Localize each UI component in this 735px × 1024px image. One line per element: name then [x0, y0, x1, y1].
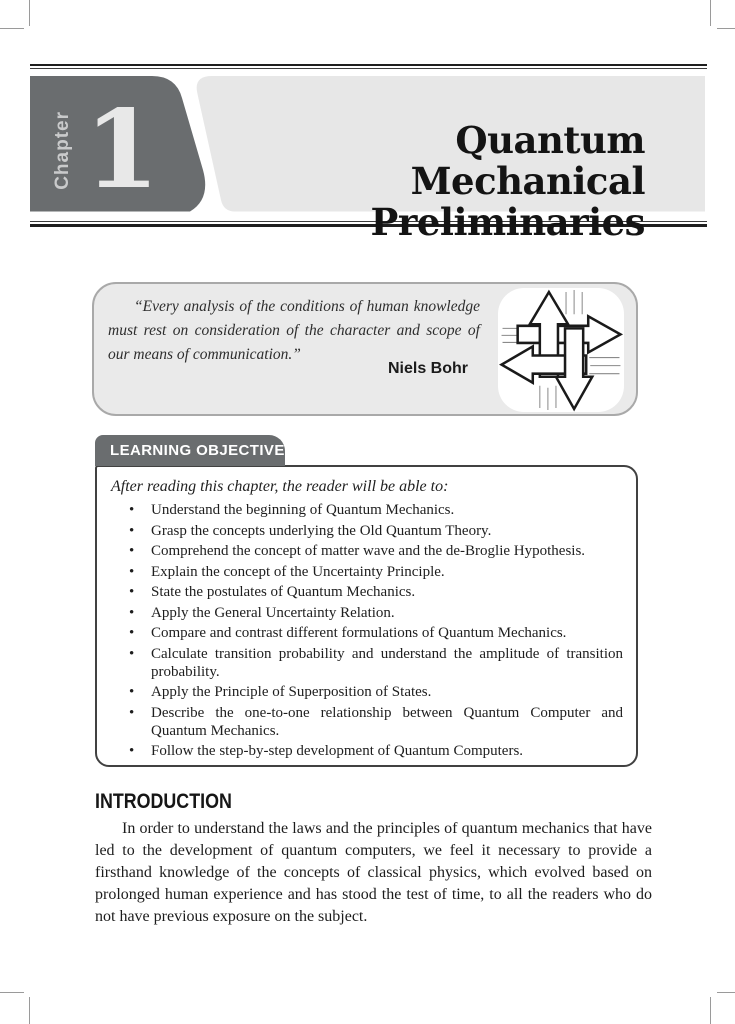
- epigraph-quote-box: [92, 282, 638, 416]
- chapter-title-line1: Quantum Mechanical: [410, 118, 645, 203]
- objective-item: • Grasp the concepts underlying the Old Quantum Theory.: [111, 522, 623, 540]
- chapter-number-box: [30, 76, 182, 212]
- chapter-number: 1: [84, 87, 160, 213]
- four-direction-arrows-icon: [498, 288, 624, 412]
- quote-icon-frame: [498, 288, 624, 412]
- learning-objective-list: [111, 501, 623, 760]
- objective-item: • Calculate transition probability and understand the amplitude of transition probability.: [111, 645, 623, 681]
- objective-item: • Compare and contrast different formulations of Quantum Mechanics.: [111, 624, 623, 642]
- objective-item: • Apply the Principle of Superposition of States.: [111, 683, 623, 701]
- quote-attribution: Niels Bohr: [387, 360, 468, 377]
- objective-item: • Understand the beginning of Quantum Mechanics.: [111, 501, 623, 519]
- chapter-label: Chapter: [52, 110, 74, 190]
- learning-objective-intro: After reading this chapter, the reader will be able to:: [111, 478, 449, 495]
- objective-item: • State the postulates of Quantum Mechanics.: [111, 583, 623, 601]
- quote-text: “Every analysis of the conditions of human knowledge must rest on consideration of the character and scope of our means of communication.”: [108, 298, 480, 363]
- chapter-title: [230, 120, 645, 243]
- crop-mark-bottom-left-h: [0, 992, 24, 993]
- objective-item: • Describe the one-to-one relationship between Quantum Computer and Quantum Mechanics.: [111, 704, 623, 740]
- introduction-heading: INTRODUCTION: [95, 790, 232, 813]
- objective-item: • Apply the General Uncertainty Relation.: [111, 604, 623, 622]
- objective-item: • Explain the concept of the Uncertainty Principle.: [111, 563, 623, 581]
- objective-item: • Comprehend the concept of matter wave and the de-Broglie Hypothesis.: [111, 542, 623, 560]
- crop-mark-bottom-left-v: [29, 997, 30, 1024]
- objective-item: • Follow the step-by-step development of Quantum Computers.: [111, 742, 623, 760]
- learning-objective-box: [95, 465, 638, 767]
- learning-objective-tab: LEARNING OBJECTIVE: [95, 435, 285, 466]
- crop-mark-bottom-right-h: [717, 992, 735, 993]
- chapter-title-line2: Preliminaries: [370, 200, 645, 244]
- introduction-paragraph: In order to understand the laws and the principles of quantum mechanics that have led to the development of quantum computers, we feel it necessary to provide a firsthand knowledge of the concepts of classical physics, which evolved based on prolonged human experience and has stood the test of time, to all the readers who do not have previous exposure on the subject.: [95, 820, 652, 925]
- crop-mark-bottom-right-v: [710, 997, 711, 1024]
